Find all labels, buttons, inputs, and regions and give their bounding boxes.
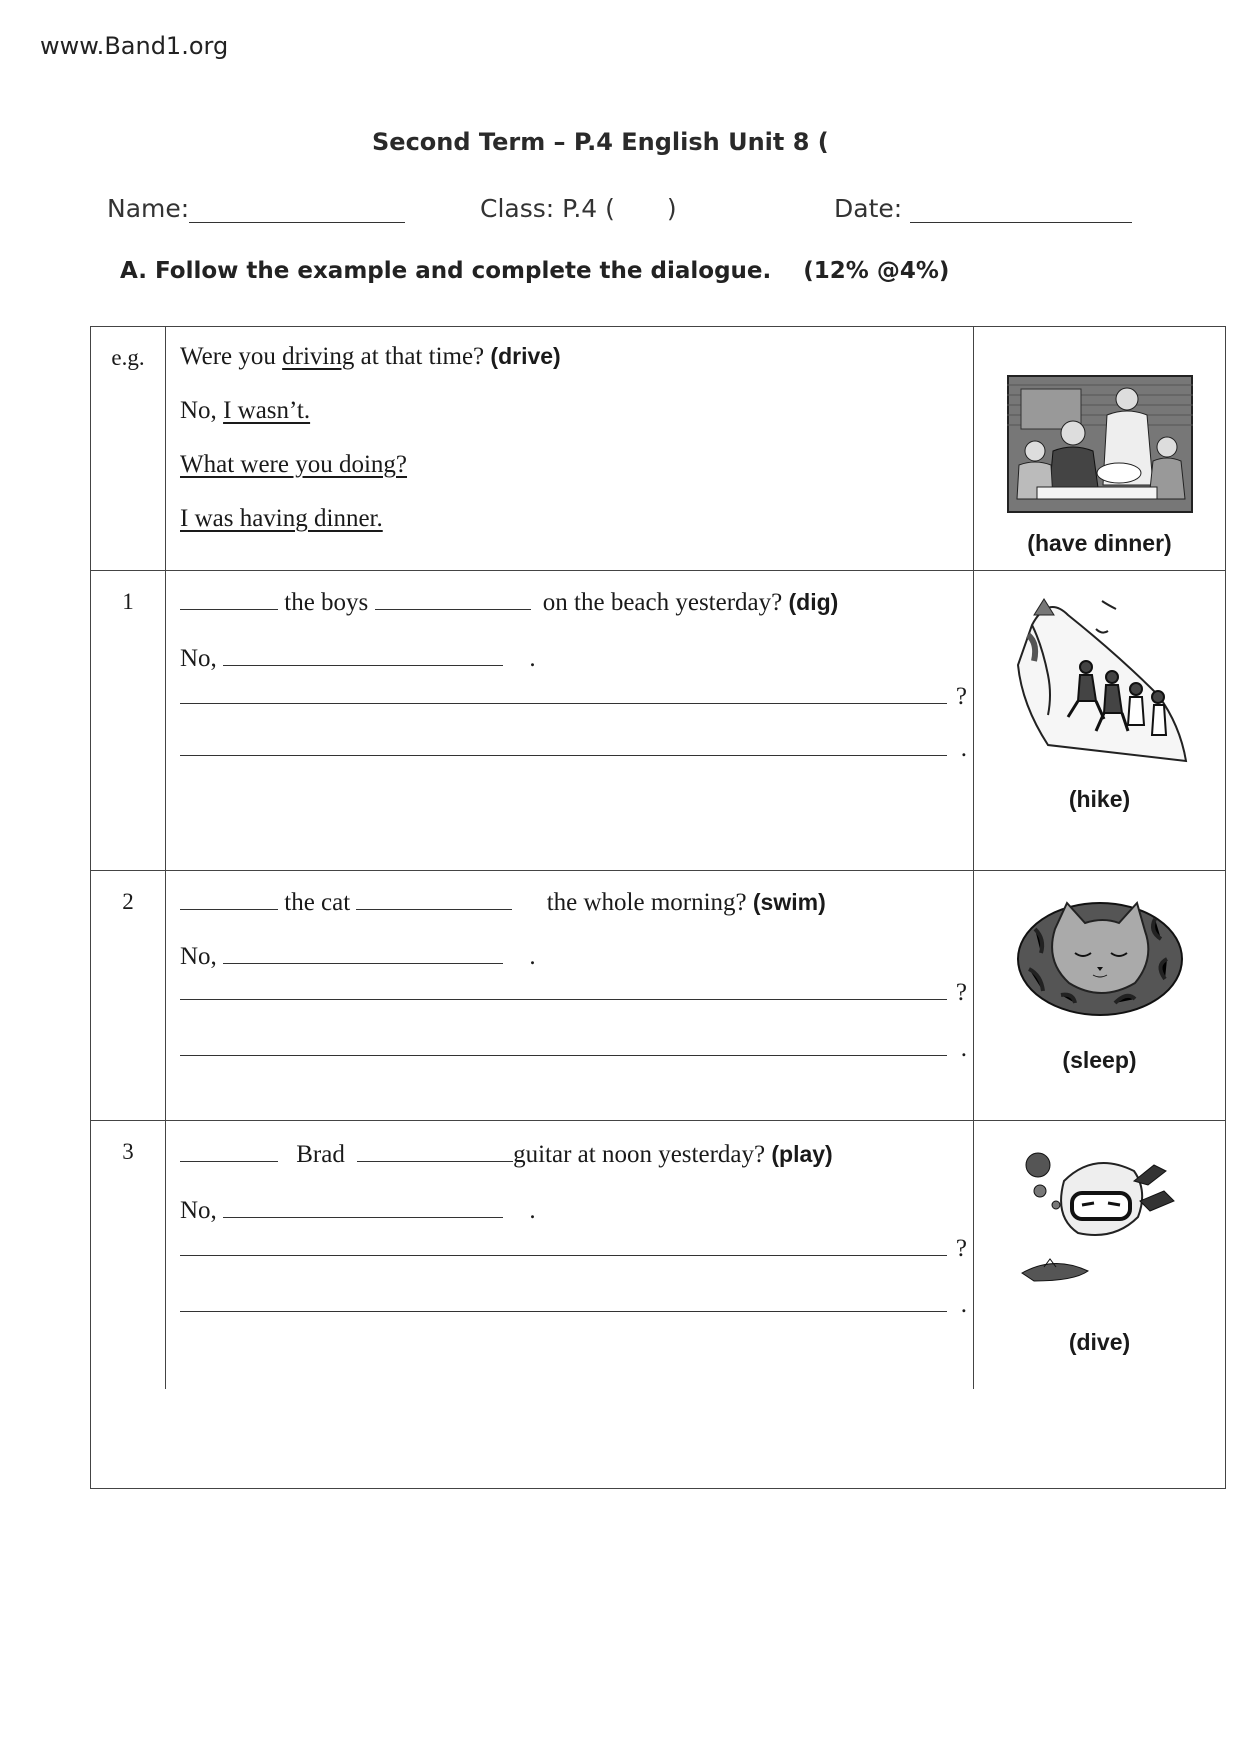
- date-label: Date:: [834, 194, 903, 223]
- question-writing-line[interactable]: [180, 1255, 947, 1256]
- example-row: [91, 327, 1225, 571]
- question-dialogue: the boys on the beach yesterday? (dig) No, . ? .: [166, 571, 974, 870]
- example-picture-cell: [974, 327, 1225, 570]
- answer-blank[interactable]: [180, 587, 278, 610]
- picture-cell: [974, 1121, 1225, 1389]
- section-letter: A.: [120, 258, 147, 284]
- name-label: Name:: [107, 194, 190, 223]
- question-line: the boys on the beach yesterday? (dig): [180, 587, 838, 617]
- date-blank[interactable]: [910, 198, 1132, 223]
- date-field[interactable]: [834, 194, 1132, 223]
- no-line: No, .: [180, 943, 536, 970]
- picture-cell: [974, 871, 1225, 1120]
- answer-writing-line[interactable]: [180, 1311, 947, 1312]
- site-watermark: www.Band1.org: [40, 32, 229, 60]
- hikers-illustration: [1008, 585, 1192, 767]
- question-dialogue: Brad guitar at noon yesterday? (play) No, . ? .: [166, 1121, 974, 1389]
- question-row-1: [91, 571, 1225, 871]
- question-row-2: [91, 871, 1225, 1121]
- verb-hint: (dig): [788, 589, 839, 615]
- verb-hint: (swim): [752, 889, 826, 915]
- name-blank[interactable]: [189, 198, 405, 223]
- answer-blank[interactable]: [223, 941, 503, 964]
- row-number: e.g.: [91, 327, 166, 570]
- answer-blank[interactable]: [223, 1195, 503, 1218]
- example-answer: I was having dinner.: [180, 505, 383, 532]
- exercise-table: [90, 326, 1226, 1489]
- row-number: 1: [91, 571, 166, 870]
- question-line: Brad guitar at noon yesterday? (play): [180, 1139, 833, 1169]
- answer-blank[interactable]: [223, 643, 503, 666]
- answer-blank[interactable]: [357, 1139, 513, 1162]
- picture-label: (hike): [1068, 786, 1131, 812]
- answer-blank[interactable]: [180, 887, 278, 910]
- instruction-text: Follow the example and complete the dialogue.: [154, 258, 772, 284]
- answer-writing-line[interactable]: [180, 755, 947, 756]
- question-writing-line[interactable]: [180, 999, 947, 1000]
- example-what: What were you doing?: [180, 451, 408, 478]
- row-number: 3: [91, 1121, 166, 1389]
- picture-label: (sleep): [1062, 1047, 1137, 1073]
- no-line: No, .: [180, 645, 536, 672]
- question-row-3: [91, 1121, 1225, 1389]
- student-info-row: [107, 194, 1167, 234]
- answer-blank[interactable]: [356, 887, 512, 910]
- picture-label: (dive): [1068, 1329, 1131, 1355]
- name-field[interactable]: [107, 194, 405, 223]
- section-instruction: [120, 258, 949, 284]
- sleeping-cat-illustration: [1015, 899, 1185, 1019]
- example-question: Were you driving at that time? (drive): [180, 343, 561, 370]
- class-close: ): [666, 194, 677, 223]
- row-number: 2: [91, 871, 166, 1120]
- example-no: No, I wasn’t.: [180, 397, 311, 424]
- answer-blank[interactable]: [375, 587, 531, 610]
- class-field[interactable]: [480, 194, 677, 223]
- class-label: Class: P.4 (: [480, 194, 615, 223]
- family-dinner-illustration: [1007, 375, 1193, 513]
- example-dialogue: [166, 327, 974, 570]
- answer-blank[interactable]: [180, 1139, 278, 1162]
- question-dialogue: the cat the whole morning? (swim) No, . ? .: [166, 871, 974, 1120]
- example-answer-verb: driving: [282, 343, 355, 370]
- verb-hint: (drive): [490, 343, 561, 369]
- diver-illustration: [1014, 1141, 1186, 1291]
- picture-label: (have dinner): [1027, 530, 1172, 556]
- answer-writing-line[interactable]: [180, 1055, 947, 1056]
- question-writing-line[interactable]: [180, 703, 947, 704]
- no-line: No, .: [180, 1197, 536, 1224]
- picture-cell: [974, 571, 1225, 870]
- question-line: the cat the whole morning? (swim): [180, 887, 826, 917]
- marks-text: (12% @4%): [803, 258, 950, 284]
- verb-hint: (play): [771, 1141, 833, 1167]
- worksheet-title: Second Term – P.4 English Unit 8 (: [372, 128, 829, 156]
